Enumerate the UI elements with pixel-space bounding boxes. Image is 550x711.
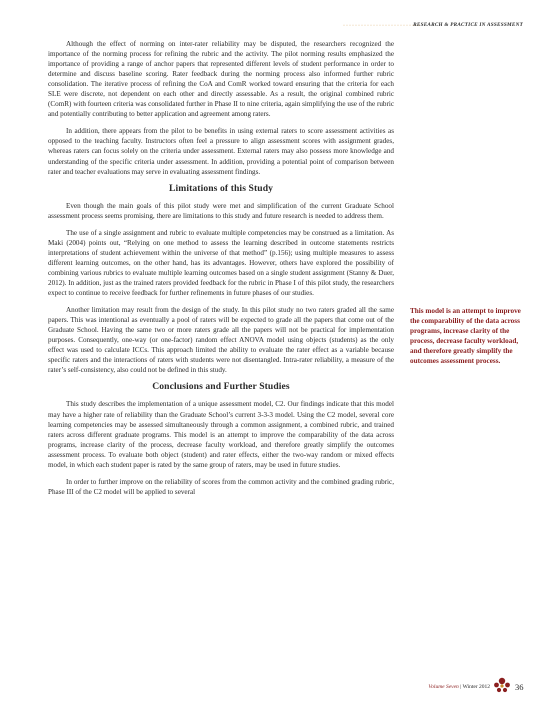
paragraph-further-studies: In order to further improve on the reliability of scores from the common activity and the combined grading rubric, Phase III of the C2 model will be applied to several <box>48 477 394 496</box>
pull-quote: This model is an attempt to improve the comparability of the data across programs, increase clarity of the process, decrease faculty workload, and therefore greatly simplify the outcomes assessment process. <box>410 307 521 366</box>
running-header: RESEARCH & PRACTICE IN ASSESSMENT <box>413 22 523 28</box>
heading-conclusions: Conclusions and Further Studies <box>152 381 290 393</box>
header-dotted-rule: ·························· <box>343 23 421 29</box>
article-body <box>48 39 394 504</box>
paragraph-design-limitation: Another limitation may result from the design of the study. In this pilot study no two raters graded all the same papers. This was intentional as eventually a pool of raters will be expected to grade all the papers that come out of the Graduate School. Having the same two or more raters grade all the papers will not be practical for implementation purposes. Consequently, one-way (or one-factor) random effect ANOVA model using objects (students) as the only effect was used to calculate ICCs. This approach limited the ability to evaluate the rater effect as a variable because specific raters and the interactions of raters with students were not disentangled. Intra-rater reliability, a measure of the rater’s self-consistency, also could not be defined in this study. <box>48 306 394 375</box>
paragraph-limitations-intro: Even though the main goals of this pilot study were met and simplification of the current Graduate School assessment process seems promising, there are limitations to this study and future research is needed to address them. <box>48 201 394 220</box>
footer-issue: | Winter 2012 <box>458 684 490 690</box>
footer-volume: Volume Seven <box>428 684 459 690</box>
paragraph-norming: Although the effect of norming on inter-rater reliability may be disputed, the researchers recognized the importance of the norming process for refining the rubric and the activity. The pilot norming results emphasized the importance of providing a range of anchor papers that represented different levels of student performance in order to determine and discuss baseline scoring. Rater feedback during the norming process also informed further rubric consolidation. The iterative process of refining the CoA and ComR worked toward ensuring that the criteria for each SLE were discrete, not dependent on each other and directly assessable. As a result, the original combined rubric (ComR) with fourteen criteria was consolidated further in Phase II to nine criteria, again simplifying the use of the rubric and potentially contributing to better application and agreement among raters. <box>48 40 394 119</box>
paragraph-external-raters: In addition, there appears from the pilot to be benefits in using external raters to score assessment activities as opposed to the teaching faculty. Instructors often feel a pressure to align assessment scores with assignment grades, whereas raters can focus solely on the criteria under assessment. External raters may also possess more knowledge and understanding of the specific criteria under assessment. In addition, providing a potential point of comparison between rater and teacher evaluations may serve in evaluating assessment findings. <box>48 127 394 176</box>
heading-limitations: Limitations of this Study <box>168 182 274 194</box>
journal-logo-icon <box>492 675 512 694</box>
page-number: 36 <box>515 682 524 692</box>
paragraph-conclusions: This study describes the implementation of a unique assessment model, C2. Our findings indicate that this model may have a higher rate of reliability than the Graduate School’s current 3-3-3 model. Using the C2 model, several core learning competencies may be assessed simultaneously through a common assignment, a combined rubric, and trained raters across different graduate programs. This model is an attempt to improve the comparability of the data across programs, increase clarity of the process, decrease faculty workload, and therefore greatly simplify the outcomes assessment process. To evaluate both object (student) and rater effects, either the two-way random or mixed effects model, in which each student paper is rated by the same group of raters, may be used in future studies. <box>48 400 394 469</box>
paragraph-single-assignment: The use of a single assignment and rubric to evaluate multiple competencies may be construed as a limitation. As Maki (2004) points out, “Relying on one method to assess the learning described in outcome statements restricts interpretations of student achievement within the universe of that method” (p.156); using multiple measures to assess different learning outcomes, on the other hand, has its advantages. However, others have explored the possibility of combining various rubrics to evaluate multiple learning outcomes based on a single student assignment (Stanny & Duer, 2012). In addition, just as the trained raters provided feedback for the rubric in Phase I of this pilot study, the researchers expect to continue to receive feedback for further refinements in future phases of our studies. <box>48 228 394 298</box>
footer-journal-info <box>392 684 490 691</box>
